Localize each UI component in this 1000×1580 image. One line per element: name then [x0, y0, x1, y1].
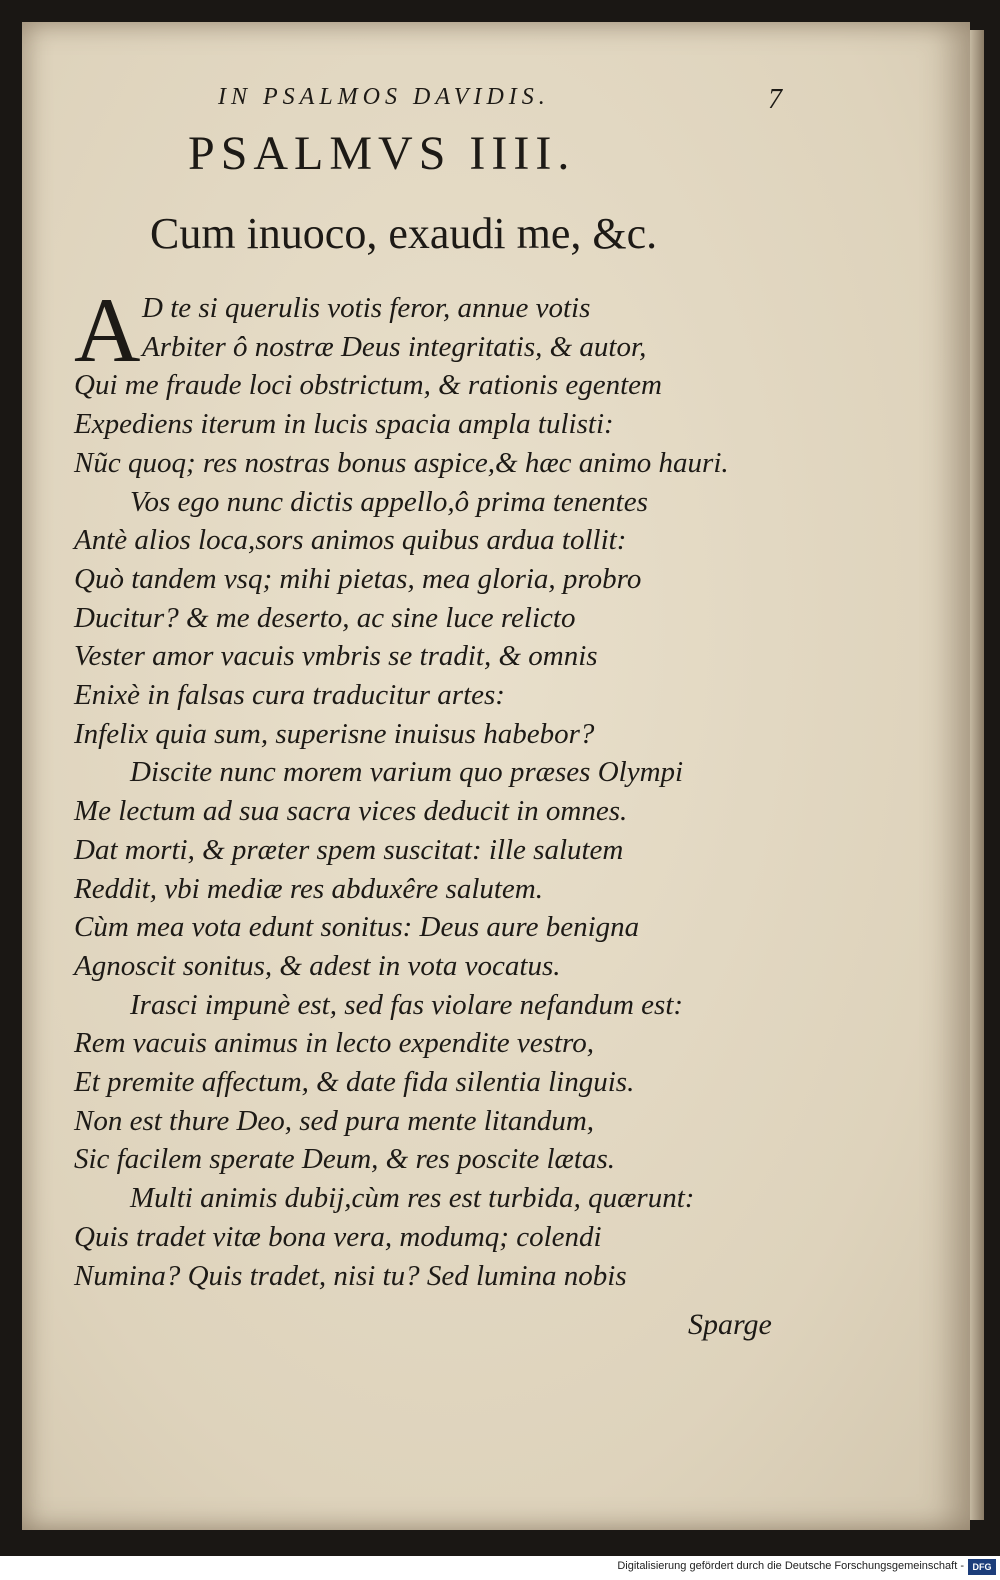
verse-line: Numina? Quis tradet, nisi tu? Sed lumina nobis — [74, 1259, 627, 1292]
verse-line: Expediens iterum in lucis spacia ampla tulisti: — [74, 408, 614, 441]
verse-line: D te si querulis votis feror, annue votis — [142, 292, 591, 324]
verse-line: Ducitur? & me deserto, ac sine luce relicto — [74, 601, 576, 634]
verse-line: Me lectum ad sua sacra vices deducit in omnes. — [74, 795, 628, 828]
funding-note: Digitalisierung gefördert durch die Deutsche Forschungsgemeinschaft - — [617, 1560, 964, 1572]
verse-line: Reddit, vbi mediæ res abduxêre salutem. — [74, 872, 543, 905]
verse-text — [74, 289, 794, 1295]
running-head: IN PSALMOS DAVIDIS. — [218, 84, 550, 110]
verse-line: Et premite affectum, & date fida silentia linguis. — [74, 1066, 635, 1099]
dfg-logo: DFG — [968, 1559, 996, 1575]
drop-cap: A — [74, 279, 141, 381]
verse-line: Quò tandem vsq; mihi pietas, mea gloria, probro — [74, 562, 642, 595]
verse-line: Enixè in falsas cura traducitur artes: — [74, 679, 505, 712]
verse-line: Quis tradet vitæ bona vera, modumq; colendi — [74, 1220, 602, 1253]
verse-line: Agnoscit sonitus, & adest in vota vocatus. — [74, 949, 561, 982]
verse-line: Rem vacuis animus in lecto expendite vestro, — [74, 1027, 594, 1060]
footer-bar — [0, 1556, 1000, 1580]
verse-line: Multi animis dubij,cùm res est turbida, quærunt: — [130, 1182, 695, 1215]
verse-line: Non est thure Deo, sed pura mente litandum, — [74, 1104, 595, 1137]
verse-line: Qui me fraude loci obstrictum, & rationis egentem — [74, 369, 662, 402]
psalm-title: PSALMVS IIII. — [188, 127, 576, 180]
verse-line: Sic facilem sperate Deum, & res poscite lætas. — [74, 1143, 615, 1176]
verse-line: Vos ego nunc dictis appello,ô prima tenentes — [130, 485, 648, 518]
catchword: Sparge — [688, 1308, 772, 1341]
verse-line: Vester amor vacuis vmbris se tradit, & omnis — [74, 640, 598, 673]
page-number: 7 — [768, 84, 782, 115]
incipit: Cum inuoco, exaudi me, &c. — [150, 209, 658, 258]
verse-line: Discite nunc morem varium quo præses Olympi — [130, 756, 684, 789]
verse-line: Irasci impunè est, sed fas violare nefandum est: — [130, 988, 684, 1021]
verse-line: Cùm mea vota edunt sonitus: Deus aure benigna — [74, 911, 640, 944]
verse-line: Nũc quoq; res nostras bonus aspice,& hæc animo hauri. — [74, 446, 729, 479]
verse-line: Arbiter ô nostræ Deus integritatis, & autor, — [142, 330, 647, 363]
verse-line: Infelix quia sum, superisne inuisus habebor? — [74, 717, 595, 750]
verse-line: Dat morti, & præter spem suscitat: ille salutem — [74, 833, 624, 866]
verse-line: Antè alios loca,sors animos quibus ardua tollit: — [74, 524, 627, 557]
